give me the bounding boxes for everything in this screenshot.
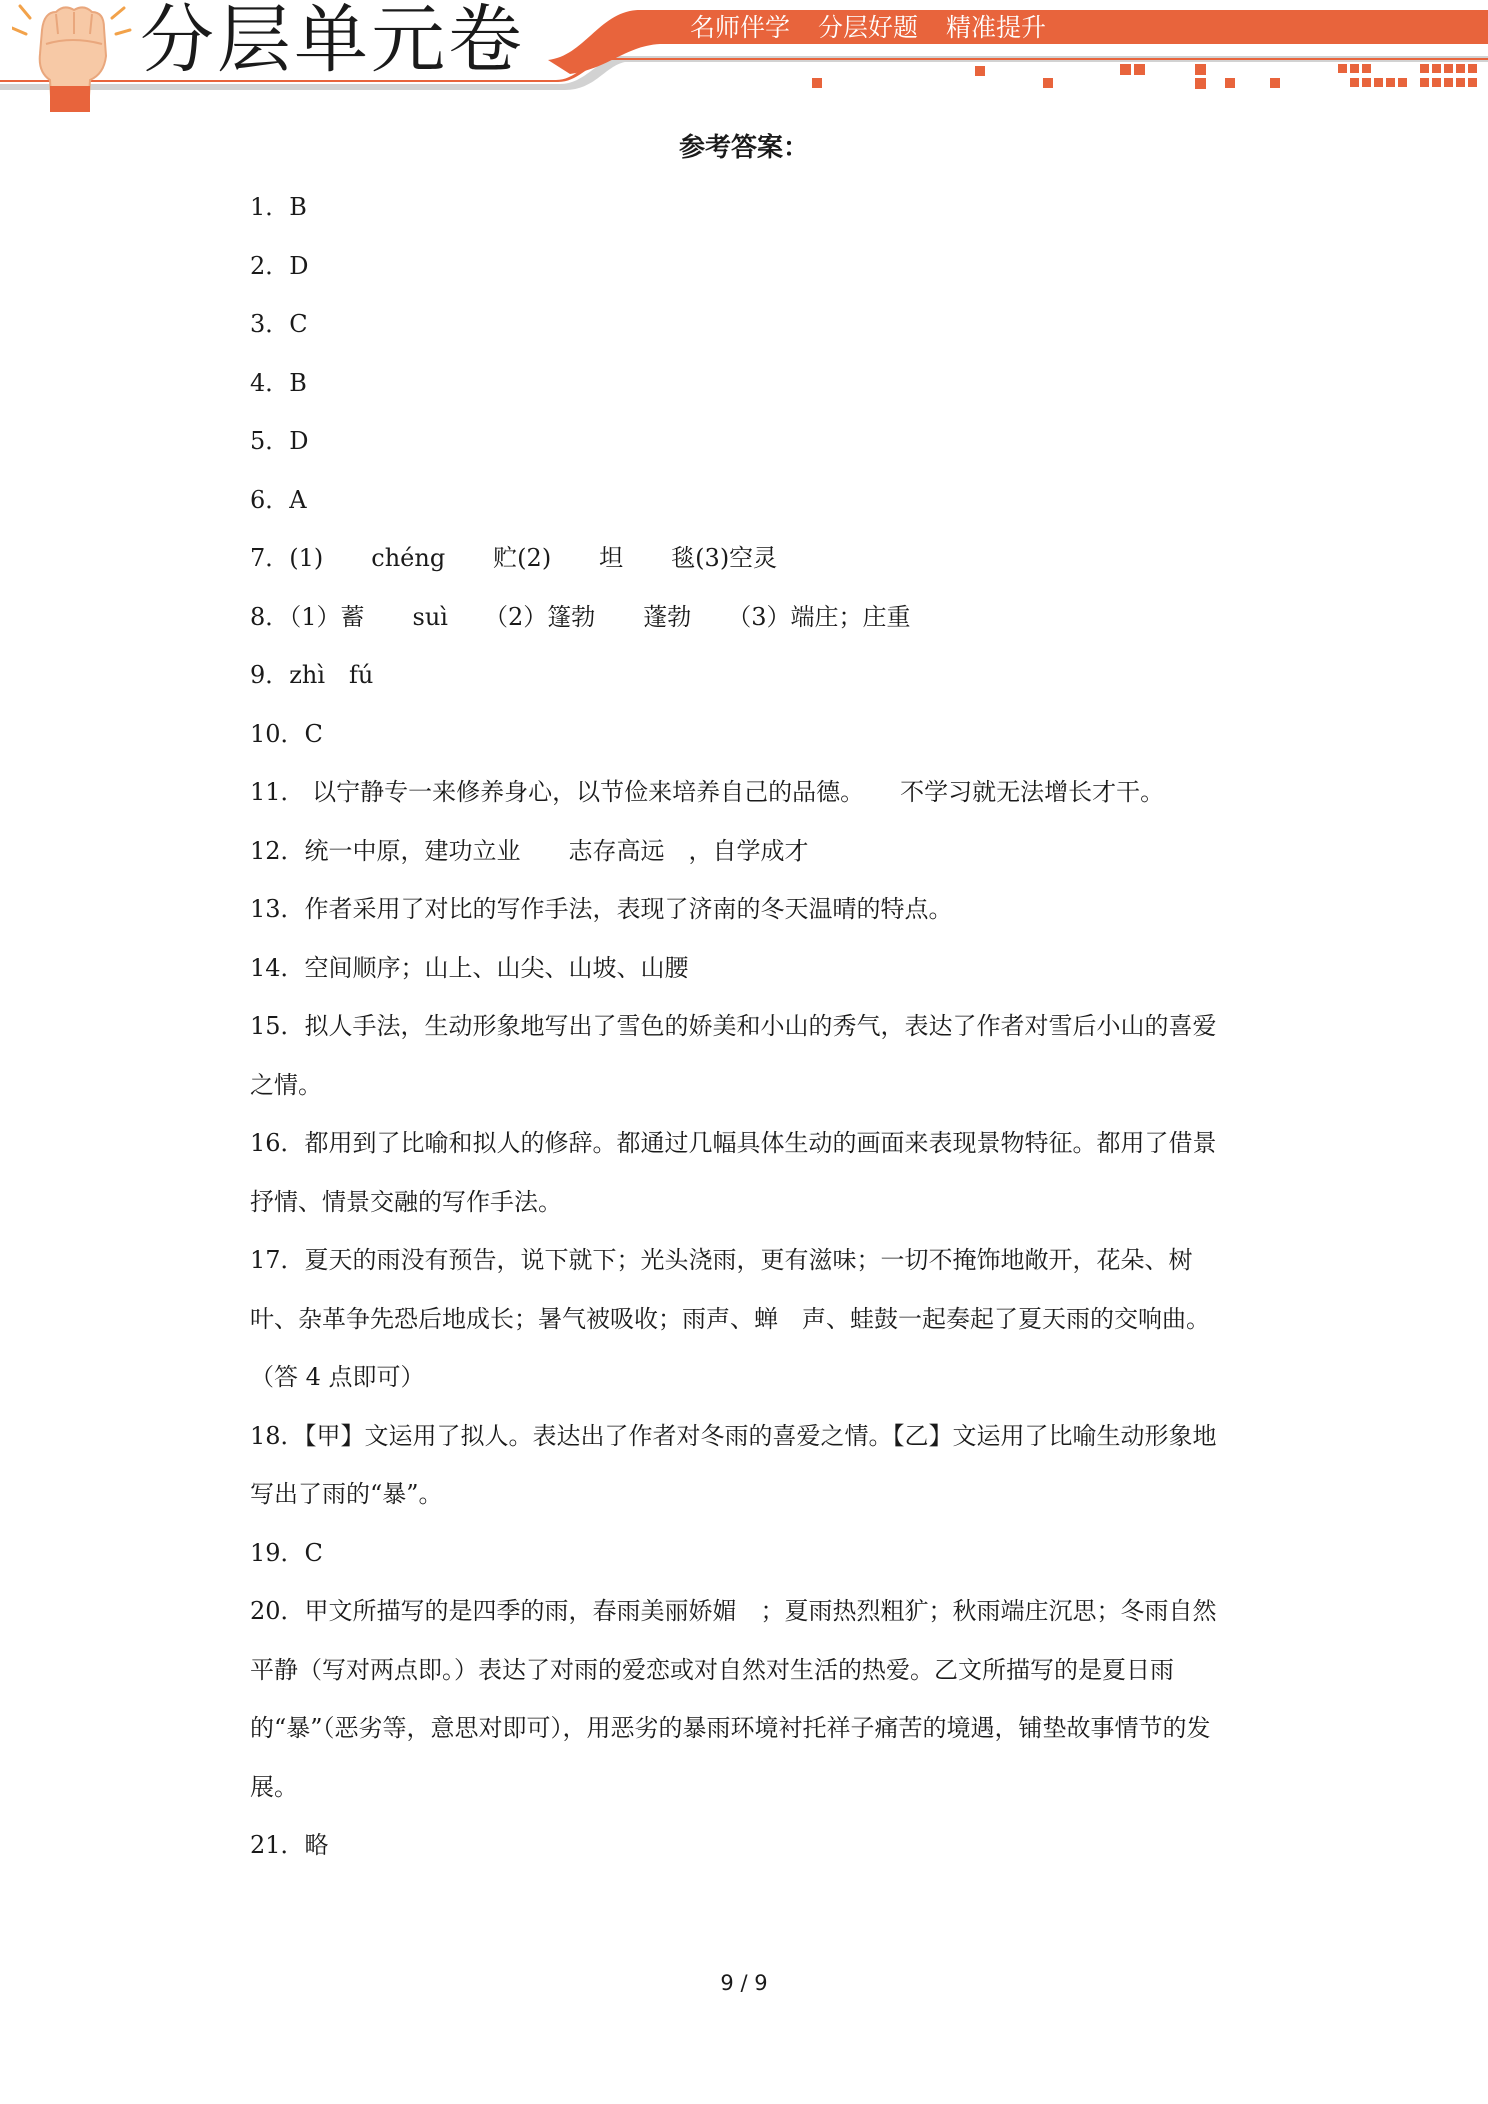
answer-item: 9．zhì fú xyxy=(250,661,374,689)
slogan-item: 分层好题 xyxy=(818,13,919,42)
answer-item: 13．作者采用了对比的写作手法，表现了济南的冬天温晴的特点。 xyxy=(250,895,953,923)
answer-item: 16．都用到了比喻和拟人的修辞。都通过几幅具体生动的画面来表现景物特征。都用了借景抒情、情景交融的写作手法。 xyxy=(250,1129,1217,1216)
answer-item: 20．甲文所描写的是四季的雨，春雨美丽娇媚 ；夏雨热烈粗犷；秋雨端庄沉思；冬雨自然平静（写对两点即。）表达了对雨的爱恋或对自然对生活的热爱。乙文所描写的是夏日雨的“暴”（恶劣等，意思对即可），用恶劣的暴雨环境衬托祥子痛苦的境遇，铺垫故事情节的发展。 xyxy=(250,1597,1217,1801)
answer-item: 1．B xyxy=(250,193,307,221)
answer-item: 10．C xyxy=(250,719,323,748)
answer-item: 2．D xyxy=(250,251,309,280)
answer-item: 21．略 xyxy=(250,1831,329,1859)
slogan-item: 名师伴学 xyxy=(690,13,791,42)
answer-item: 6．A xyxy=(250,485,307,514)
answer-item: 8．（1）蓄 suì （2）篷勃 蓬勃 （3）端庄；庄重 xyxy=(250,602,911,631)
answer-item: 4．B xyxy=(250,368,307,397)
answer-item: 17．夏天的雨没有预告，说下就下；光头浇雨，更有滋味；一切不掩饰地敞开，花朵、树叶、杂革争先恐后地成长；暑气被吸收；雨声、蝉 声、蛙鼓一起奏起了夏天雨的交响曲。（答 4 点即可） xyxy=(250,1246,1210,1391)
answer-item: 14．空间顺序；山上、山尖、山坡、山腰 xyxy=(250,953,689,982)
slogan-item: 精准提升 xyxy=(946,13,1047,42)
answer-item: 18．【甲】文运用了拟人。表达出了作者对冬雨的喜爱之情。【乙】文运用了比喻生动形象地写出了雨的“暴”。 xyxy=(250,1421,1217,1508)
page-header xyxy=(0,0,1488,112)
raised-fist-icon xyxy=(12,0,132,112)
header-slogan xyxy=(690,10,1046,46)
brand-title: 分层单元卷 xyxy=(140,0,525,83)
answer-item: 5．D xyxy=(250,427,309,455)
page-number: 9 / 9 xyxy=(720,1971,768,1995)
answer-item: 3．C xyxy=(250,310,308,338)
answer-item: 7．(1) chéng 贮(2) 坦 毯(3)空灵 xyxy=(250,544,778,572)
answer-item: 15．拟人手法，生动形象地写出了雪色的娇美和小山的秀气，表达了作者对雪后小山的喜爱之情。 xyxy=(250,1012,1217,1099)
answer-item: 12．统一中原，建功立业 志存高远 ，自学成才 xyxy=(250,836,809,865)
answer-item: 19．C xyxy=(250,1538,323,1567)
answer-list xyxy=(250,178,1240,1875)
answer-item: 11． 以宁静专一来修养身心，以节俭来培养自己的品德。 不学习就无法增长才干。 xyxy=(250,778,1165,806)
answer-key-title: 参考答案： xyxy=(678,133,809,163)
